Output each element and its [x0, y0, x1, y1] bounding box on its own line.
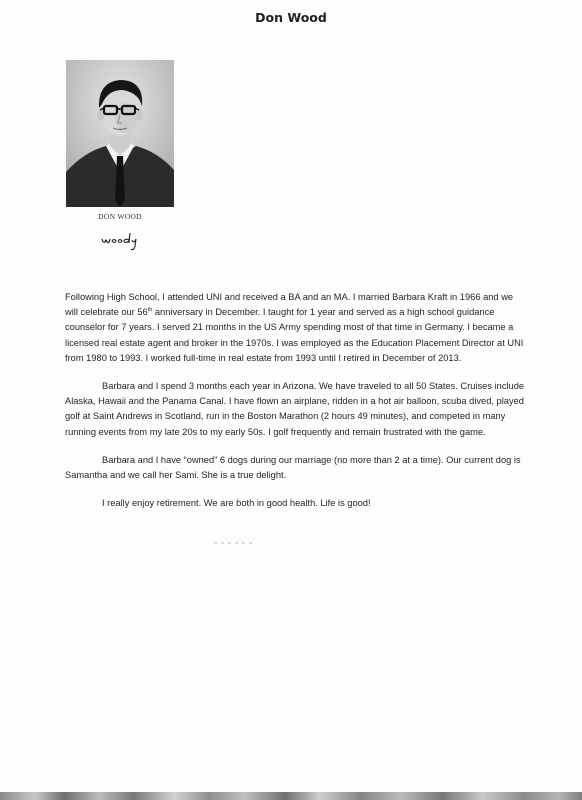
paragraph-education: Following High School, I attended UNI and received a BA and an MA. I married Barbara Kraft in 1966 and we will celebrate our 56th anniversary in December. I taught for 1 year and served as a high school guidance counselor for 7 years. I served 21 months in the US Army spending most of that time in Germany. I became a licensed real estate agent and broker in the 1970s. I was employed as the Education Placement Director at UNI from 1980 to 1993. I worked full-time in real estate from 1993 until I retired in December of 2013.: [65, 292, 524, 363]
biography-text: [65, 290, 525, 524]
scanner-edge-bar: [0, 792, 582, 800]
portrait-photo: [66, 60, 174, 207]
photo-caption: DON WOOD: [98, 212, 142, 221]
paragraph-dogs: Barbara and I have “owned” 6 dogs during our marriage (no more than 2 at a time). Our current dog is Samantha and we call her Sami. She is a true delight.: [65, 454, 521, 481]
handwritten-signature: [100, 230, 146, 252]
scan-smudge: [214, 532, 254, 536]
paragraph-travel: Barbara and I spend 3 months each year in Arizona. We have traveled to all 50 States. Cruises include Alaska, Hawaii and the Panama Canal. I have flown an airplane, ridden in a hot air balloon, scuba dived, played golf at Saint Andrews in Scotland, run in the Boston Marathon (2 hours 49 minutes), and competed in many running events from my late 20s to my early 50s. I golf frequently and remain frustrated with the game.: [65, 381, 525, 437]
page-title: Don Wood: [255, 10, 327, 25]
paragraph-retirement: I really enjoy retirement. We are both in good health. Life is good!: [102, 498, 371, 509]
